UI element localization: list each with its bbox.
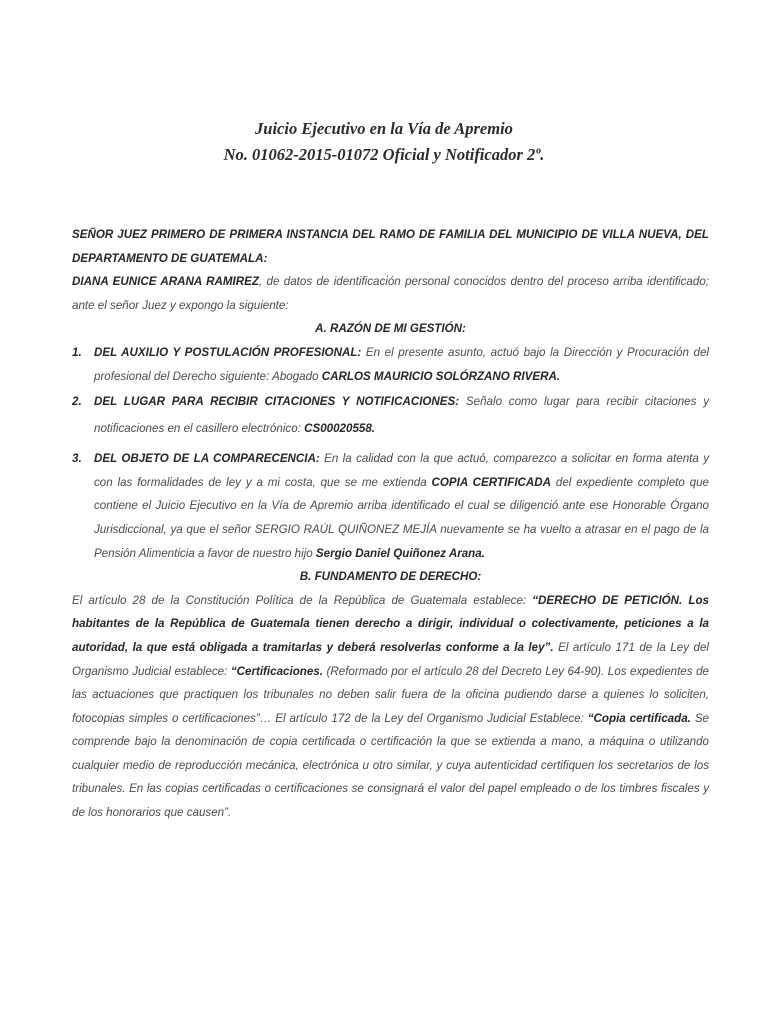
section-b-heading: B. FUNDAMENTO DE DERECHO: [299, 570, 482, 584]
list-item: 3. DEL OBJETO DE LA COMPARECENCIA: En la calidad con la que actuó, comparezco a solicitar en forma atenta y con las formalidades de ley y a mi costa, que se me extienda COPIA CERTIFICADA del expediente completo que contiene el Juicio Ejecutivo en la Vía de Apremio arriba identificado el cual se diligenció ante ese Honorable Órgano Jurisdiccional, ya que el señor SERGIO RAÚL QUIÑONEZ MEJÍA nuevamente se ha vuelto a atrasar en el pago de la Pensión Alimenticia a favor de nuestro hijo Sergio Daniel Quiñonez Arana. [72, 452, 709, 560]
addressee: SEÑOR JUEZ PRIMERO DE PRIMERA INSTANCIA DEL RAMO DE FAMILIA DEL MUNICIPIO DE VILLA NUEVA, DEL DEPARTAMENTO DE GUATEMALA: [72, 228, 709, 265]
section-a-heading: A. RAZÓN DE MI GESTIÓN: [315, 322, 466, 336]
list-item: 1. DEL AUXILIO Y POSTULACIÓN PROFESIONAL: En el presente asunto, actuó bajo la Dirección y Procuración del profesional del Derecho siguiente: Abogado CARLOS MAURICIO SOLÓRZANO RIVERA. [72, 345, 709, 383]
document-body [72, 223, 709, 825]
list-item: 2. DEL LUGAR PARA RECIBIR CITACIONES Y NOTIFICACIONES: Señalo como lugar para recibir citaciones y notificaciones en el casillero electrónico: CS00020558. [72, 395, 709, 436]
petitioner-name: DIANA EUNICE ARANA RAMIREZ [72, 275, 259, 289]
case-title: Juicio Ejecutivo en la Vía de Apremio [255, 119, 513, 138]
legal-basis-paragraph: El artículo 28 de la Constitución Política de la República de Guatemala establece: “DERECHO DE PETICIÓN. Los habitantes de la República de Guatemala tienen derecho a dirigir, individual o colectivamente, peticiones a la autoridad, la que está obligada a tramitarlas y deberá resolverlas conforme a la ley”. El artículo 171 de la Ley del Organismo Judicial establece: “Certificaciones. (Reformado por el artículo 28 del Decreto Ley 64-90). Los expedientes de las actuaciones que practiquen los tribunales no deben salir fuera de la oficina pudiendo darse a quienes lo soliciten, fotocopias simples o certificaciones”… El artículo 172 de la Ley del Organismo Judicial Establece: “Copia certificada. Se comprende bajo la denominación de copia certificada o certificación la que se extienda a mano, a máquina o utilizando cualquier medio de reproducción mecánica, electrónica u otro similar, y cuya autenticidad certifiquen los secretarios de los tribunales. En las copias certificadas o certificaciones se consignará el valor del papel empleado o de los timbres fiscales y de los honorarios que causen”. [72, 593, 710, 820]
case-number: No. 01062-2015-01072 Oficial y Notificador 2º. [223, 145, 545, 164]
intro-paragraph: DIANA EUNICE ARANA RAMIREZ, de datos de identificación personal conocidos dentro del proceso arriba identificado; ante el señor Juez y expongo la siguiente: [72, 275, 709, 312]
